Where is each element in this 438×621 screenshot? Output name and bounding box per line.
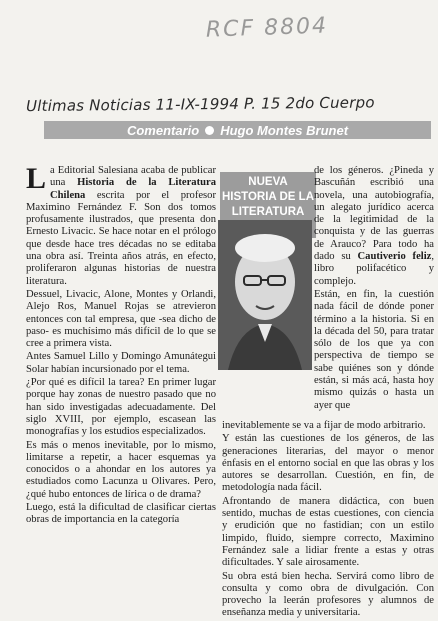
paragraph-1: La Editorial Salesiana acaba de publicar una Historia de la Literatura Chilena escrita por el profesor Maximino Fernández F. Son dos tomos profusamente ilustrados, que presenta don Ernesto Livacic. Se hace notar en el prólogo que desde hace tres décadas no se editaba una obra así. Treinta años atrás, en efecto, proliferaron algunas historias de nuestra literatura. xyxy=(26,162,216,287)
paragraph-3: Antes Samuel Lillo y Domingo Amunátegui Solar habían incursionado por el tema. xyxy=(26,351,216,375)
portrait-illustration xyxy=(218,220,312,370)
author-portrait-icon xyxy=(218,220,312,370)
book-title-cautiverio: Cautiverio feliz xyxy=(357,251,432,263)
article-column-right-top xyxy=(314,165,434,413)
author-name: Hugo Montes Brunet xyxy=(220,122,349,138)
column-header-strip xyxy=(44,121,431,139)
drop-cap: L xyxy=(26,162,47,195)
paragraph-r5: Afrontando de manera didáctica, con buen sentido, muchas de estas cuestiones, con ciencia y erudición que no fastidian; con un estilo limpido, fluido, siempre correcto, Maximino Fernández sale a lidiar frente a estas y otras dificultades. Y sale airosamente. xyxy=(222,495,434,569)
paragraph-5: Es más o menos inevitable, por lo mismo, limitarse a repetir, a hacer esquemas ya conocidos o a ahondar en los autores ya estudiados como Lacunza u Olivares. Pero, ¿qué hubo entonces de lírica o de drama? xyxy=(26,439,216,500)
paragraph-r2: Están, en fin, la cuestión nada fácil de dónde poner término a la historia. Si en la década del 50, para tratar sólo de los que ya con perspectiva de tiempo se sabe quiénes son y dónde están, si más acá, hasta hoy mismo quizás o hasta un ayer que xyxy=(314,288,434,411)
paragraph-r1: de los géneros. ¿Pineda y Bascuñán escribió una novela, una autobiografía, un alegato jurídico acerca de la legitimidad de la conquista y de las guerras de Arauco? Para todo ha dado su Cautiverio feliz, libro polifacético y complejo. xyxy=(314,165,435,287)
paragraph-r4: Y están las cuestiones de los géneros, de las generaciones literarias, del mayor o menor énfasis en el entorno social en que las obras y los autores se desarrollan. Cuestión, en fin, de metodología nada fácil. xyxy=(222,433,434,494)
paragraph-2: Dessuel, Livacic, Alone, Montes y Orlandi, Alejo Ros, Manuel Rojas se atrevieron entonces con tal empresa, que -sea dicho de paso- es muchísimo más difícil de lo que se cree a primera vista. xyxy=(26,288,216,350)
section-label: Comentario xyxy=(126,122,200,138)
handwritten-source-reference: Ultimas Noticias 11-IX-1994 P. 15 2do Cuerpo xyxy=(25,93,375,116)
article-column-left xyxy=(26,162,216,528)
handwritten-catalog-code: RCF 8804 xyxy=(205,13,329,43)
paragraph-r6: Su obra está bien hecha. Servirá como libro de consulta y como obra de divulgación. Con provecho la leerán profesores y alumnos de enseñanza media y universitaria. xyxy=(222,570,434,619)
article-headline: NUEVA HISTORIA DE LA LITERATURA xyxy=(220,172,316,238)
bullet-dot-icon xyxy=(205,126,214,135)
article-column-right-bottom xyxy=(222,420,434,621)
paragraph-6: Luego, está la dificultad de clasificar ciertas obras de importancia en la categoría xyxy=(26,502,216,526)
paragraph-r3: inevitablemente se va a fijar de modo arbitrario. xyxy=(222,420,426,431)
book-title: Historia de la Literatura Chilena xyxy=(50,177,216,201)
paragraph-4: ¿Por qué es difícil la tarea? En primer lugar porque hay zonas de nuestro pasado que no han sido investigadas adecuadamente. Del siglo XVIII, por ejemplo, escasean las monografías y los estudios especializados. xyxy=(26,377,216,438)
